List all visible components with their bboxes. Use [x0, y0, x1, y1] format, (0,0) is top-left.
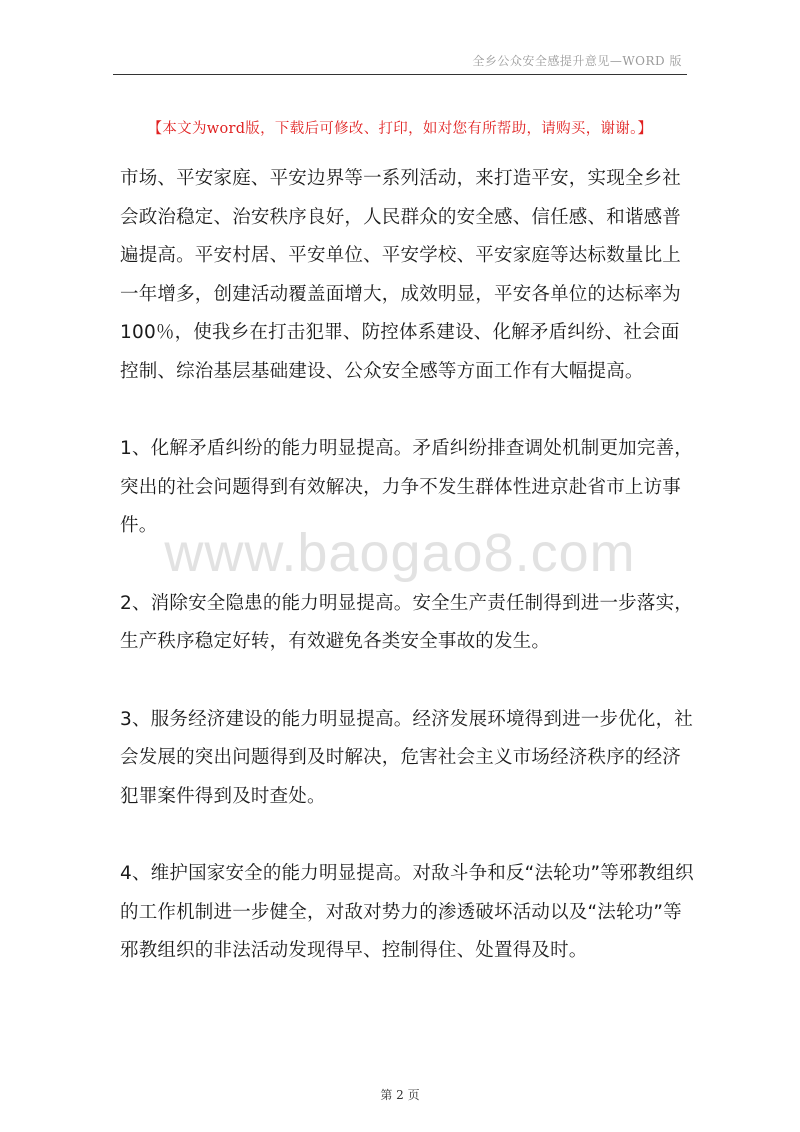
- page-number: 第 2 页: [380, 1088, 420, 1102]
- body-paragraph: 4、维护国家安全的能力明显提高。对敌斗争和反“法轮功”等邪教组织的工作机制进一步健全，对敌对势力的渗透破坏活动以及“法轮功”等邪教组织的非法活动发现得早、控制得住、处置得及时。: [120, 863, 694, 961]
- body-paragraph: 2、消除安全隐患的能力明显提高。安全生产责任制得到进一步落实，生产秩序稳定好转，有效避免各类安全事故的发生。: [120, 592, 693, 652]
- body-paragraph: 3、服务经济建设的能力明显提高。经济发展环境得到进一步优化，社会发展的突出问题得到及时解决，危害社会主义市场经济秩序的经济犯罪案件得到及时查处。: [120, 708, 693, 807]
- body-paragraph: 市场、平安家庭、平安边界等一系列活动，来打造平安，实现全乡社会政治稳定、治安秩序良好，人民群众的安全感、信任感、和谐感普遍提高。平安村居、平安单位、平安学校、平安家庭等达标数量比上一年增多，创建活动覆盖面增大，成效明显，平安各单位的达标率为100％，使我乡在打击犯罪、防控体系建设、化解矛盾纠纷、社会面控制、综治基层基础建设、公众安全感等方面工作有大幅提高。: [120, 168, 682, 382]
- running-header: 全乡公众安全感提升意见—WORD 版: [472, 54, 682, 68]
- site-watermark: www.baogao8.com: [164, 523, 636, 583]
- document-body: [120, 160, 695, 971]
- purchase-notice: 【本文为word版，下载后可修改、打印，如对您有所帮助，请购买，谢谢。】: [147, 121, 653, 137]
- header-divider: [113, 74, 687, 75]
- body-paragraph: 1、化解矛盾纠纷的能力明显提高。矛盾纠纷排查调处机制更加完善，突出的社会问题得到有效解决，力争不发生群体性进京赴省市上访事件。: [120, 438, 693, 536]
